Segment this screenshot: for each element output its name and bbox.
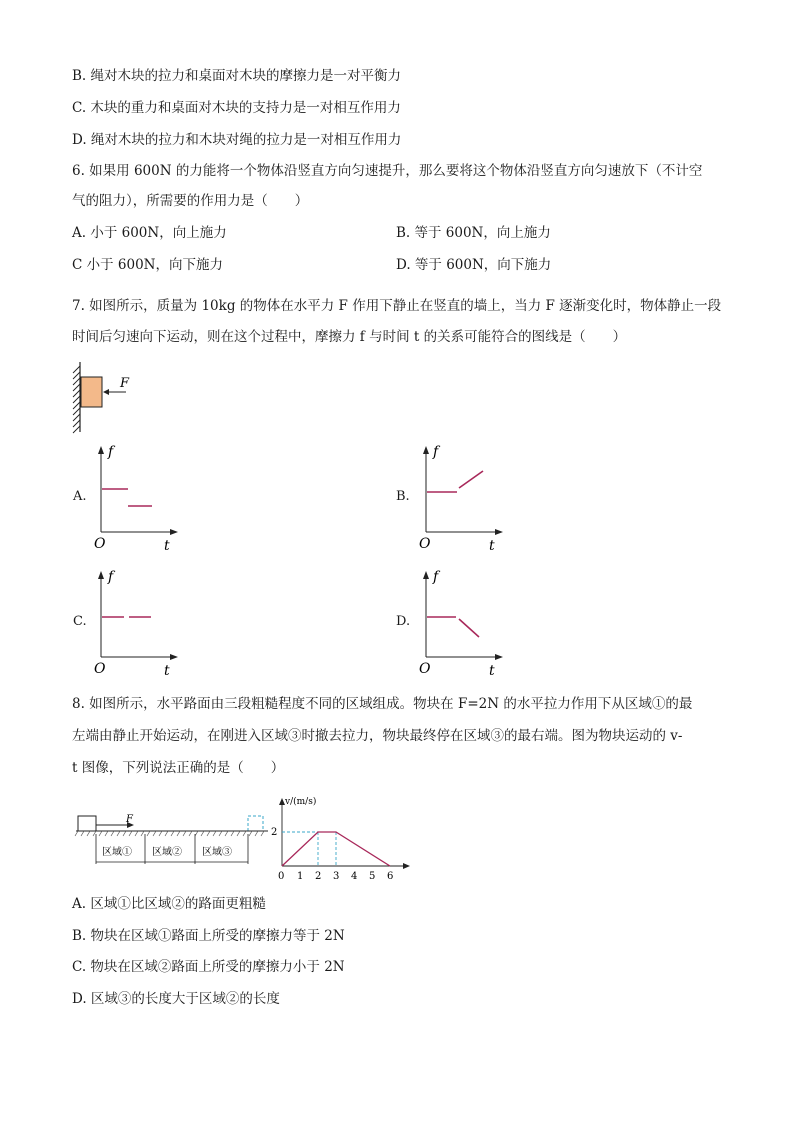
q6-stem-line2: 气的阻力），所需要的作用力是（ ） <box>72 193 309 209</box>
q8-option-b: B. 物块在区域①路面上所受的摩擦力等于 2N <box>72 928 345 944</box>
q5-option-b: B. 绳对木块的拉力和桌面对木块的摩擦力是一对平衡力 <box>72 68 402 84</box>
svg-text:f: f <box>433 444 439 460</box>
q7-graph-c-label: C. <box>73 614 87 629</box>
q8-option-c: C. 物块在区域②路面上所受的摩擦力小于 2N <box>72 959 345 975</box>
block-shape <box>81 377 102 407</box>
q7-graph-d-label: D. <box>396 614 411 629</box>
q7-graph-c <box>88 565 188 680</box>
svg-text:6: 6 <box>387 871 394 882</box>
q8-stem-line3: t 图像，下列说法正确的是（ ） <box>72 760 285 776</box>
q8-block-end <box>248 816 263 831</box>
svg-text:3: 3 <box>333 871 340 882</box>
svg-text:v/(m/s): v/(m/s) <box>285 797 317 807</box>
svg-text:O: O <box>94 661 106 677</box>
q7-graph-a-label: A. <box>73 489 87 504</box>
q7-graph-b <box>413 440 513 555</box>
svg-text:0: 0 <box>278 871 285 882</box>
q8-block-start <box>78 816 96 831</box>
svg-text:t: t <box>164 538 170 554</box>
svg-text:O: O <box>94 536 106 552</box>
svg-text:5: 5 <box>369 871 376 882</box>
q7-wall-block-figure <box>68 360 148 435</box>
region-2-label: 区域② <box>152 847 182 858</box>
svg-text:2: 2 <box>315 871 322 882</box>
svg-text:O: O <box>419 536 431 552</box>
q6-option-b: B. 等于 600N，向上施力 <box>396 225 551 241</box>
q7-stem-line1: 7. 如图所示，质量为 10kg 的物体在水平力 F 作用下静止在竖直的墙上，当力 F 逐渐变化时，物体静止一段 <box>72 298 722 314</box>
q5-option-d: D. 绳对木块的拉力和木块对绳的拉力是一对相互作用力 <box>72 132 402 148</box>
q6-option-d: D. 等于 600N，向下施力 <box>396 257 552 273</box>
q7-graph-d <box>413 565 513 680</box>
graph-b-segment-2 <box>459 471 483 488</box>
q8-option-a: A. 区域①比区域②的路面更粗糙 <box>72 896 266 912</box>
svg-text:4: 4 <box>351 871 358 882</box>
q7-stem-line2: 时间后匀速向下运动，则在这个过程中，摩擦力 f 与时间 t 的关系可能符合的图线是（ ） <box>72 329 627 345</box>
q8-stem-line1: 8. 如图所示，水平路面由三段粗糙程度不同的区域组成。物块在 F=2N 的水平拉力作用下从区域①的最 <box>72 696 693 712</box>
svg-text:t: t <box>489 538 495 554</box>
svg-text:t: t <box>164 663 170 679</box>
q8-stem-line2: 左端由静止开始运动，在刚进入区域③时撤去拉力，物块最终停在区域③的最右端。图为物块运动的 v- <box>72 728 683 744</box>
q7-force-label: F <box>120 376 130 391</box>
q7-graph-a <box>88 440 188 555</box>
svg-text:O: O <box>419 661 431 677</box>
q8-vt-graph <box>266 792 416 884</box>
q8-road-figure <box>72 808 272 868</box>
q6-option-a: A. 小于 600N，向上施力 <box>72 225 227 241</box>
svg-text:f: f <box>108 569 114 585</box>
q5-option-c: C. 木块的重力和桌面对木块的支持力是一对相互作用力 <box>72 100 401 116</box>
svg-text:t: t <box>489 663 495 679</box>
svg-text:1: 1 <box>297 871 304 882</box>
svg-text:f: f <box>108 444 114 460</box>
svg-text:f: f <box>433 569 439 585</box>
q7-graph-b-label: B. <box>396 489 410 504</box>
region-3-label: 区域③ <box>202 847 232 858</box>
q6-stem-line1: 6. 如果用 600N 的力能将一个物体沿竖直方向匀速提升，那么要将这个物体沿竖直方向匀速放下（不计空 <box>72 163 703 179</box>
svg-text:2: 2 <box>271 827 278 838</box>
graph-d-segment-2 <box>459 619 479 637</box>
region-1-label: 区域① <box>102 847 132 858</box>
svg-text:F: F <box>126 814 133 825</box>
q8-option-d: D. 区域③的长度大于区域②的长度 <box>72 991 280 1007</box>
q6-option-c: C 小于 600N，向下施力 <box>72 257 223 273</box>
